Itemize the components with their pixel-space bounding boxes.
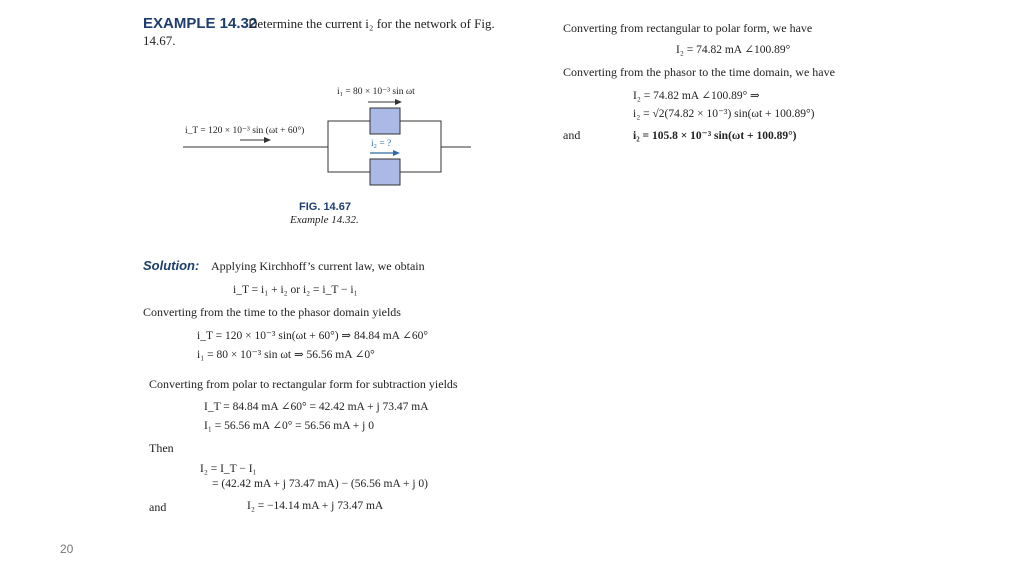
i2-arrow-head — [393, 150, 400, 156]
convert-polar-text: Converting from rectangular to polar form, we have — [563, 21, 813, 35]
example-label: EXAMPLE 14.32 — [143, 15, 258, 32]
figure-caption: FIG. 14.67 — [299, 201, 351, 213]
i1-label: i₁ = 80 × 10⁻³ sin ωt — [337, 87, 415, 97]
I2-result: I₂ = −14.14 mA + j 73.47 mA — [247, 500, 384, 512]
phasor-i1: i₁ = 80 × 10⁻³ sin ωt ⇒ 56.56 mA ∠0° — [197, 349, 375, 361]
iT-arrow-head — [264, 137, 271, 143]
page-number: 20 — [60, 542, 74, 556]
I2-eq2: = (42.42 mA + j 73.47 mA) − (56.56 mA + j 0) — [212, 478, 429, 490]
convert-time-text: Converting from the phasor to the time domain, we have — [563, 65, 835, 79]
solution-intro: Applying Kirchhoff’s current law, we obtain — [211, 259, 425, 273]
and-text-2: and — [563, 128, 581, 142]
kcl-equation: i_T = i₁ + i₂ or i₂ = i_T − i₁ — [233, 284, 358, 296]
element-1 — [370, 108, 400, 134]
solution-label: Solution: — [143, 258, 200, 273]
convert-phasor-text: Converting from the time to the phasor domain yields — [143, 305, 401, 319]
i2-label: i₂ = ? — [371, 139, 392, 149]
phasor-iT: i_T = 120 × 10⁻³ sin(ωt + 60°) ⇒ 84.84 mA ∠60° — [197, 330, 428, 342]
figure-subcaption: Example 14.32. — [290, 214, 359, 226]
example-text-line2: 14.67. — [143, 33, 176, 48]
I2-eq1: I₂ = I_T − I₁ — [200, 463, 257, 475]
i1-arrow-head — [395, 99, 402, 105]
rect-IT: I_T = 84.84 mA ∠60° = 42.42 mA + j 73.47 mA — [204, 401, 429, 413]
convert-rect-text: Converting from polar to rectangular form for subtraction yields — [149, 377, 458, 391]
i2-final: i₂ = 105.8 × 10⁻³ sin(ωt + 100.89°) — [633, 130, 797, 142]
I2-polar: I₂ = 74.82 mA ∠100.89° — [676, 44, 791, 56]
iT-label: i_T = 120 × 10⁻³ sin (ωt + 60°) — [185, 126, 305, 136]
element-2 — [370, 159, 400, 185]
rect-I1: I₁ = 56.56 mA ∠0° = 56.56 mA + j 0 — [204, 420, 374, 432]
i2-time: i₂ = √2(74.82 × 10⁻³) sin(ωt + 100.89°) — [633, 108, 815, 120]
then-text: Then — [149, 441, 174, 455]
example-text-line1: Determine the current i₂ for the network of Fig. — [248, 16, 495, 31]
I2-phasor: I₂ = 74.82 mA ∠100.89° ⇒ — [633, 90, 760, 102]
and-text-1: and — [149, 500, 167, 514]
